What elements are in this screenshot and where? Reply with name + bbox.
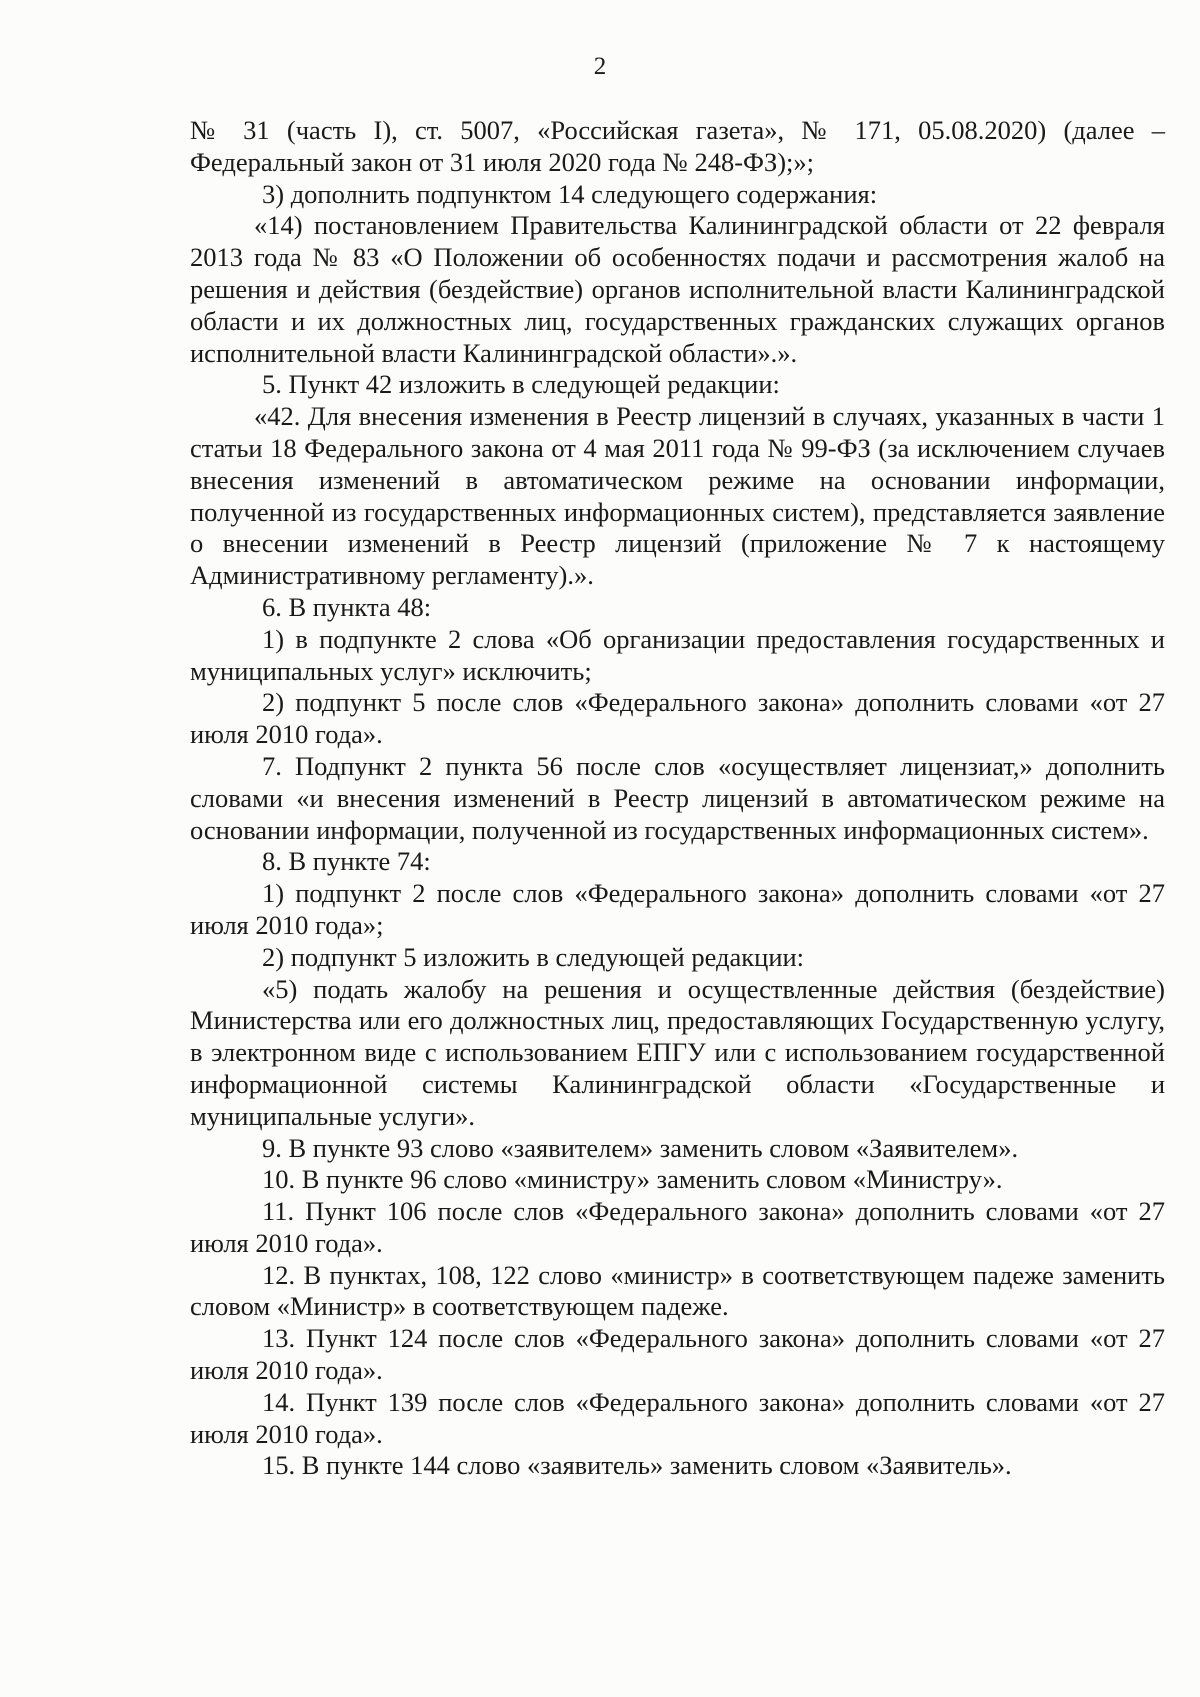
paragraph: 6. В пункта 48: <box>262 591 432 622</box>
paragraph: «42. Для внесения изменения в Реестр лицензий в случаях, указанных в части 1 статьи 18 Федерального закона от 4 мая 2011 года № 99-ФЗ (за исключением случаев внесения изменений в автоматическом режиме на основании информации, полученной из государственных информационных систем), представляется заявление о внесении изменений в Реестр лицензий (приложение № 7 к настоящему Административному регламенту).». <box>190 401 1165 591</box>
paragraph: 5. Пункт 42 изложить в следующей редакции: <box>262 369 780 400</box>
paragraph: 1) в подпункте 2 слова «Об организации предоставления государственных и муниципальных услуг» исключить; <box>190 623 1165 686</box>
paragraph: 7. Подпункт 2 пункта 56 после слов «осуществляет лицензиат,» дополнить словами «и внесения изменений в Реестр лицензий в автоматическом режиме на основании информации, полученной из государственных информационных систем». <box>190 750 1165 845</box>
paragraph: № 31 (часть I), ст. 5007, «Российская газета», № 171, 05.08.2020) (далее – Федеральный закон от 31 июля 2020 года № 248-ФЗ);»; <box>190 115 1165 177</box>
paragraph: 12. В пунктах, 108, 122 слово «министр» в соответствующем падеже заменить словом «Министр» в соответствующем падеже. <box>190 1259 1165 1322</box>
paragraph: 14. Пункт 139 после слов «Федерального закона» дополнить словами «от 27 июля 2010 года». <box>190 1386 1165 1449</box>
paragraph: 2) подпункт 5 изложить в следующей редакции: <box>262 941 805 972</box>
paragraph: 11. Пункт 106 после слов «Федерального закона» дополнить словами «от 27 июля 2010 года». <box>190 1196 1165 1258</box>
page-number: 2 <box>593 53 607 80</box>
paragraph: 9. В пункте 93 слово «заявителем» заменить словом «Заявителем». <box>262 1132 1019 1163</box>
paragraph: «5) подать жалобу на решения и осуществленные действия (бездействие) Министерства или его должностных лиц, предоставляющих Государственную услугу, в электронном виде с использованием ЕПГУ или с использованием государственной информационной системы Калининградской области «Государственные и муниципальные услуги». <box>190 973 1165 1131</box>
paragraph: 2) подпункт 5 после слов «Федерального закона» дополнить словами «от 27 июля 2010 года». <box>190 687 1165 750</box>
paragraph: 3) дополнить подпунктом 14 следующего содержания: <box>262 178 878 209</box>
paragraph: «14) постановлением Правительства Калининградской области от 22 февраля 2013 года № 83 «О Положении об особенностях подачи и рассмотрения жалоб на решения и действия (бездействие) органов исполнительной власти Калининградской области и их должностных лиц, государственных гражданских служащих органов исполнительной власти Калининградской области».». <box>190 210 1165 368</box>
paragraph: 15. В пункте 144 слово «заявитель» заменить словом «Заявитель». <box>262 1450 1012 1481</box>
paragraph: 10. В пункте 96 слово «министру» заменить словом «Министру». <box>262 1164 1003 1195</box>
paragraph: 1) подпункт 2 после слов «Федерального закона» дополнить словами «от 27 июля 2010 года»; <box>190 878 1165 940</box>
document-body <box>190 115 1165 1482</box>
paragraph: 13. Пункт 124 после слов «Федерального закона» дополнить словами «от 27 июля 2010 года». <box>190 1323 1165 1386</box>
paragraph: 8. В пункте 74: <box>262 846 431 877</box>
